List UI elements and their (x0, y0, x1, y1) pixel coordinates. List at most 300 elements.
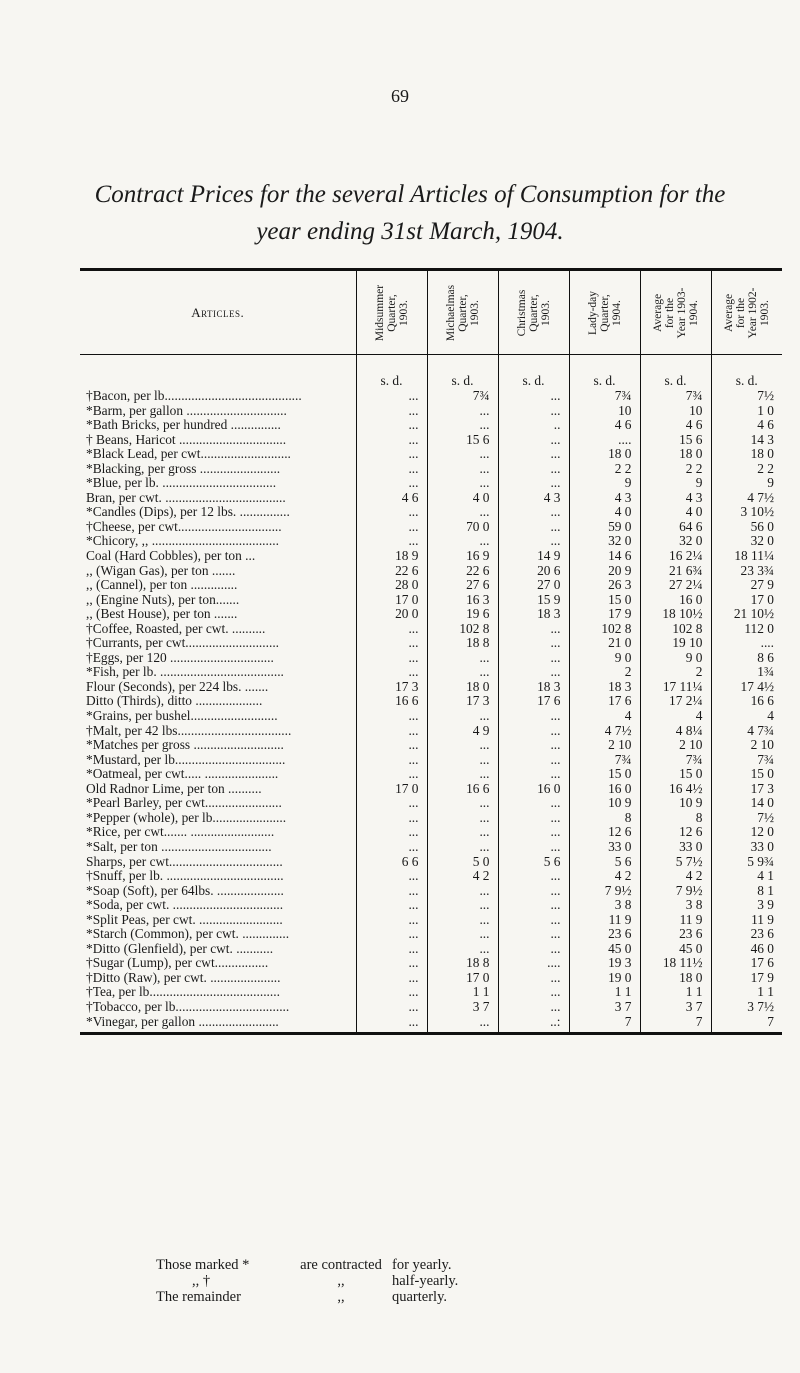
article-name: †Eggs, per 120 ............................... (86, 650, 274, 665)
price-cell: 10 (640, 404, 711, 419)
price-cell: ... (498, 767, 569, 782)
price-cell: 18 11¼ (711, 549, 782, 564)
price-cell: 1 0 (711, 404, 782, 419)
header-row (80, 271, 782, 355)
period-header (427, 271, 498, 355)
price-cell: 8 6 (711, 651, 782, 666)
price-cell: 7¾ (569, 753, 640, 768)
price-cell: ... (356, 476, 427, 491)
table-row (80, 491, 782, 506)
price-cell: 2 (640, 665, 711, 680)
article-name: †Sugar (Lump), per cwt................ (86, 956, 269, 971)
article-name: *Ditto (Glenfield), per cwt. ........... (86, 941, 274, 956)
price-cell: 16 0 (569, 782, 640, 797)
table-row (80, 462, 782, 477)
article-name: †Snuff, per lb. ................................... (86, 869, 284, 884)
price-cell: 19 10 (640, 636, 711, 651)
price-cell: 7¾ (427, 389, 498, 404)
price-cell: 7½ (711, 811, 782, 826)
table-row (80, 942, 782, 957)
article-name: Sharps, per cwt.................................. (86, 854, 283, 869)
price-cell: 18 0 (569, 447, 640, 462)
price-cell: 4 1 (711, 869, 782, 884)
table-row (80, 564, 782, 579)
table-body (80, 355, 782, 1033)
article-name: *Split Peas, per cwt. ......................... (86, 912, 283, 927)
price-cell: ... (427, 447, 498, 462)
price-cell: 18 8 (427, 956, 498, 971)
price-cell: ... (427, 665, 498, 680)
price-cell: ... (356, 738, 427, 753)
article-name: †Coffee, Roasted, per cwt. .......... (86, 621, 266, 636)
price-cell: 2 2 (640, 462, 711, 477)
price-cell: ... (498, 985, 569, 1000)
price-cell: 15 0 (640, 767, 711, 782)
price-cell: 17 4½ (711, 680, 782, 695)
table-row (80, 651, 782, 666)
price-cell: 12 6 (640, 825, 711, 840)
footnote-right: quarterly. (392, 1289, 448, 1305)
price-cell: ... (356, 825, 427, 840)
price-cell: ... (498, 796, 569, 811)
price-cell: 15 9 (498, 593, 569, 608)
article-name: *Soap (Soft), per 64lbs. .................... (86, 883, 284, 898)
footnote-middle: are contracted (300, 1257, 382, 1273)
price-cell: 9 (711, 476, 782, 491)
price-cell: 4 2 (427, 869, 498, 884)
table-row (80, 782, 782, 797)
period-header (356, 271, 427, 355)
price-cell: ... (356, 753, 427, 768)
price-cell: 18 0 (711, 447, 782, 462)
price-cell: 17 9 (569, 607, 640, 622)
price-cell: ... (356, 636, 427, 651)
table-row (80, 811, 782, 826)
price-cell: 45 0 (640, 942, 711, 957)
price-cell: 22 6 (427, 564, 498, 579)
price-cell: ... (427, 753, 498, 768)
footnote-line (156, 1273, 458, 1289)
article-name: *Grains, per bushel.......................... (86, 709, 278, 724)
article-name: *Pearl Barley, per cwt....................... (86, 796, 282, 811)
table-row (80, 898, 782, 913)
price-cell: ... (356, 404, 427, 419)
price-cell: 18 0 (640, 447, 711, 462)
period-header (569, 271, 640, 355)
table-row (80, 913, 782, 928)
price-cell: 28 0 (356, 578, 427, 593)
price-cell: 4 0 (640, 505, 711, 520)
price-cell: 5 0 (427, 855, 498, 870)
price-cell: ... (356, 767, 427, 782)
price-cell: ... (356, 389, 427, 404)
table-row (80, 680, 782, 695)
price-cell: ... (427, 651, 498, 666)
table-row (80, 767, 782, 782)
table-row (80, 956, 782, 971)
price-cell: ... (427, 811, 498, 826)
price-cell: ... (427, 796, 498, 811)
price-cell: ... (498, 622, 569, 637)
price-cell: 7 9½ (640, 884, 711, 899)
title-line-2: year ending 31st March, 1904. (256, 218, 564, 245)
price-cell: ... (356, 447, 427, 462)
price-cell: 56 0 (711, 520, 782, 535)
price-cell: 18 0 (640, 971, 711, 986)
price-cell: 19 6 (427, 607, 498, 622)
price-cell: ... (498, 404, 569, 419)
page-title (40, 176, 780, 250)
footnote-middle: ,, (337, 1289, 345, 1305)
unit-row-blank (80, 355, 356, 390)
price-cell: 4 3 (498, 491, 569, 506)
price-cell: 1 1 (640, 985, 711, 1000)
price-cell: 10 9 (569, 796, 640, 811)
price-cell: 4 0 (427, 491, 498, 506)
price-cell: ... (356, 811, 427, 826)
price-cell: 33 0 (711, 840, 782, 855)
price-cell: 4 6 (356, 491, 427, 506)
table-row (80, 724, 782, 739)
price-cell: 27 9 (711, 578, 782, 593)
price-cell: ..: (498, 1015, 569, 1033)
price-cell: ... (427, 476, 498, 491)
article-name: *Salt, per ton ................................. (86, 839, 272, 854)
price-cell: ... (356, 724, 427, 739)
price-cell: ... (356, 418, 427, 433)
price-cell: ... (498, 811, 569, 826)
price-cell: 7¾ (569, 389, 640, 404)
price-cell: 32 0 (569, 534, 640, 549)
price-cell: 17 0 (356, 593, 427, 608)
price-cell: 3 7 (569, 1000, 640, 1015)
price-cell: 14 9 (498, 549, 569, 564)
article-name: ,, (Engine Nuts), per ton....... (86, 592, 240, 607)
price-cell: 1 1 (427, 985, 498, 1000)
period-header-label: Lady-day Quarter, 1904. (586, 290, 623, 335)
price-cell: 16 6 (356, 694, 427, 709)
title-line-1: Contract Prices for the several Articles of Consumption for the (94, 181, 726, 208)
price-cell: 16 9 (427, 549, 498, 564)
table-row (80, 593, 782, 608)
price-cell: 3 8 (569, 898, 640, 913)
price-cell: 102 8 (569, 622, 640, 637)
price-cell: 18 3 (498, 680, 569, 695)
price-cell: 9 0 (569, 651, 640, 666)
footnote-line (156, 1289, 458, 1305)
price-cell: ... (427, 913, 498, 928)
price-cell: 17 9 (711, 971, 782, 986)
price-cell: 4 9 (427, 724, 498, 739)
unit-row (80, 355, 782, 390)
price-cell: ... (498, 942, 569, 957)
price-cell: 4 3 (640, 491, 711, 506)
price-cell: ... (427, 462, 498, 477)
table-row (80, 753, 782, 768)
price-cell: 17 11¼ (640, 680, 711, 695)
price-cell: 2 10 (640, 738, 711, 753)
article-name: *Vinegar, per gallon ........................ (86, 1014, 279, 1029)
table-row (80, 418, 782, 433)
price-cell: 15 6 (427, 433, 498, 448)
article-name: ,, (Wigan Gas), per ton ....... (86, 563, 236, 578)
price-cell: ... (498, 709, 569, 724)
price-cell: ... (498, 389, 569, 404)
price-cell: 3 7 (427, 1000, 498, 1015)
price-cell: 7½ (711, 389, 782, 404)
price-cell: 18 8 (427, 636, 498, 651)
footnote-middle: ,, (337, 1273, 345, 1289)
table-row (80, 694, 782, 709)
article-name: †Bacon, per lb......................................... (86, 389, 302, 403)
price-cell: ... (498, 913, 569, 928)
price-cell: 18 10½ (640, 607, 711, 622)
table-row (80, 404, 782, 419)
price-cell: 8 (640, 811, 711, 826)
period-header (498, 271, 569, 355)
article-name: ,, (Cannel), per ton .............. (86, 578, 238, 593)
contract-prices-table (80, 271, 782, 1032)
table-row (80, 534, 782, 549)
price-cell: 32 0 (711, 534, 782, 549)
price-cell: 33 0 (569, 840, 640, 855)
period-header-label: Michaelmas Quarter, 1903. (444, 284, 481, 341)
price-cell: ... (356, 622, 427, 637)
price-cell: 1 1 (711, 985, 782, 1000)
price-cell: 5 7½ (640, 855, 711, 870)
article-name: *Soda, per cwt. ................................. (86, 898, 284, 913)
price-cell: ... (427, 738, 498, 753)
price-cell: 14 0 (711, 796, 782, 811)
price-cell: 4 0 (569, 505, 640, 520)
price-cell: ... (427, 927, 498, 942)
table-row (80, 985, 782, 1000)
price-cell: 26 3 (569, 578, 640, 593)
table-row (80, 825, 782, 840)
price-cell: ... (356, 869, 427, 884)
article-name: †Cheese, per cwt............................... (86, 519, 282, 534)
price-cell: 102 8 (427, 622, 498, 637)
price-cell: 5 6 (498, 855, 569, 870)
price-cell: 8 (569, 811, 640, 826)
price-cell: 4 8¼ (640, 724, 711, 739)
price-cell: 21 6¾ (640, 564, 711, 579)
article-name: *Barm, per gallon .............................. (86, 403, 287, 418)
price-cell: 46 0 (711, 942, 782, 957)
article-name: †Tobacco, per lb.................................. (86, 999, 290, 1014)
price-cell: 17 3 (356, 680, 427, 695)
price-cell: 45 0 (569, 942, 640, 957)
price-cell: ... (427, 840, 498, 855)
price-cell: 27 6 (427, 578, 498, 593)
price-cell: ... (356, 665, 427, 680)
price-cell: 8 1 (711, 884, 782, 899)
article-name: *Starch (Common), per cwt. .............. (86, 927, 290, 942)
price-cell: ... (427, 1015, 498, 1033)
price-cell: ... (427, 825, 498, 840)
table-row (80, 796, 782, 811)
article-name: *Fish, per lb. ..................................... (86, 665, 284, 680)
price-cell: ... (498, 505, 569, 520)
price-cell: 14 3 (711, 433, 782, 448)
price-cell: 17 3 (711, 782, 782, 797)
price-cell: ... (498, 447, 569, 462)
price-cell: 20 9 (569, 564, 640, 579)
unit-label: s. d. (498, 355, 569, 390)
period-header-label: Average for the Year 1903- 1904. (651, 287, 700, 338)
price-cell: ... (498, 520, 569, 535)
price-cell: ... (356, 927, 427, 942)
table-row (80, 447, 782, 462)
table-row (80, 709, 782, 724)
price-cell: ... (356, 505, 427, 520)
price-cell: 23 6 (640, 927, 711, 942)
price-cell: ... (498, 534, 569, 549)
unit-label: s. d. (711, 355, 782, 390)
article-name: † Beans, Haricot ................................ (86, 432, 287, 447)
price-cell: .... (498, 956, 569, 971)
unit-label: s. d. (569, 355, 640, 390)
article-name: *Bath Bricks, per hundred ............... (86, 418, 281, 433)
price-cell: 3 9 (711, 898, 782, 913)
price-cell: 15 0 (711, 767, 782, 782)
price-cell: ... (498, 869, 569, 884)
price-cell: 17 0 (356, 782, 427, 797)
price-cell: 21 0 (569, 636, 640, 651)
price-cell: 11 9 (640, 913, 711, 928)
article-name: *Matches per gross ........................... (86, 738, 284, 753)
price-cell: 16 0 (498, 782, 569, 797)
price-cell: 17 0 (711, 593, 782, 608)
table-row (80, 884, 782, 899)
table-row (80, 389, 782, 404)
footnote-left: ,, † (192, 1273, 211, 1289)
price-cell: 10 9 (640, 796, 711, 811)
price-cell: ... (498, 825, 569, 840)
table-row (80, 971, 782, 986)
price-cell: 3 7½ (711, 1000, 782, 1015)
price-cell: 16 2¼ (640, 549, 711, 564)
table-row (80, 549, 782, 564)
price-cell: ... (356, 796, 427, 811)
price-cell: 7 9½ (569, 884, 640, 899)
price-cell: 59 0 (569, 520, 640, 535)
price-cell: 16 6 (711, 694, 782, 709)
article-name: *Rice, per cwt....... ......................... (86, 825, 275, 840)
period-header-label: Midsummer Quarter, 1903. (373, 284, 410, 341)
article-name: *Candles (Dips), per 12 lbs. ............... (86, 505, 290, 520)
price-cell: 4 (711, 709, 782, 724)
table-row (80, 636, 782, 651)
footnote-line (156, 1257, 458, 1273)
price-cell: ... (427, 418, 498, 433)
price-cell: .. (498, 418, 569, 433)
price-cell: 27 0 (498, 578, 569, 593)
table-row (80, 869, 782, 884)
price-cell: 4 6 (569, 418, 640, 433)
price-cell: 33 0 (640, 840, 711, 855)
price-cell: ... (356, 1000, 427, 1015)
article-name: *Chicory, ,, ...................................... (86, 534, 279, 549)
price-cell: ... (498, 462, 569, 477)
table-row (80, 622, 782, 637)
price-cell: 5 6 (569, 855, 640, 870)
price-cell: ... (356, 534, 427, 549)
article-name: *Blue, per lb. .................................. (86, 476, 277, 491)
price-cell: 16 4½ (640, 782, 711, 797)
price-cell: 19 3 (569, 956, 640, 971)
article-name: *Blacking, per gross ........................ (86, 461, 281, 476)
price-cell: 4 2 (569, 869, 640, 884)
unit-label: s. d. (640, 355, 711, 390)
price-cell: ... (427, 767, 498, 782)
table-row (80, 476, 782, 491)
price-cell: 112 0 (711, 622, 782, 637)
article-name: †Tea, per lb....................................... (86, 985, 280, 1000)
price-cell: 18 3 (569, 680, 640, 695)
article-name: *Pepper (whole), per lb...................... (86, 810, 287, 825)
price-cell: 23 6 (569, 927, 640, 942)
price-cell: ... (427, 505, 498, 520)
article-name: *Black Lead, per cwt........................... (86, 447, 291, 462)
price-cell: 7¾ (640, 389, 711, 404)
footnote-left: The remainder (156, 1289, 241, 1305)
price-cell: 7¾ (640, 753, 711, 768)
price-cell: ... (356, 884, 427, 899)
price-cell: 70 0 (427, 520, 498, 535)
contract-prices-table-frame (80, 268, 782, 1035)
price-cell: 102 8 (640, 622, 711, 637)
price-cell: 1 1 (569, 985, 640, 1000)
price-cell: 9 0 (640, 651, 711, 666)
price-cell: 4 (569, 709, 640, 724)
price-cell: 4 7½ (569, 724, 640, 739)
price-cell: 17 3 (427, 694, 498, 709)
price-cell: 2 (569, 665, 640, 680)
footnote-right: half-yearly. (392, 1273, 459, 1289)
price-cell: 4 (640, 709, 711, 724)
price-cell: 12 0 (711, 825, 782, 840)
price-cell: ... (498, 651, 569, 666)
price-cell: 9 (569, 476, 640, 491)
price-cell: ... (356, 433, 427, 448)
article-name: Bran, per cwt. .................................... (86, 490, 286, 505)
price-cell: ... (498, 753, 569, 768)
price-cell: .... (569, 433, 640, 448)
price-cell: 17 6 (498, 694, 569, 709)
price-cell: 4 7½ (711, 491, 782, 506)
price-cell: ... (498, 884, 569, 899)
article-name: Flour (Seconds), per 224 lbs. ....... (86, 679, 269, 694)
price-cell: 15 0 (569, 767, 640, 782)
price-cell: ... (356, 520, 427, 535)
table-row (80, 578, 782, 593)
price-cell: 4 6 (640, 418, 711, 433)
price-cell: ... (498, 476, 569, 491)
price-cell: 23 3¾ (711, 564, 782, 579)
unit-label: s. d. (427, 355, 498, 390)
price-cell: 4 2 (640, 869, 711, 884)
price-cell: ... (356, 709, 427, 724)
price-cell: 17 0 (427, 971, 498, 986)
price-cell: 11 9 (711, 913, 782, 928)
price-cell: ... (427, 404, 498, 419)
article-name: Ditto (Thirds), ditto .................... (86, 694, 263, 709)
price-cell: 17 6 (711, 956, 782, 971)
price-cell: ... (427, 884, 498, 899)
article-name: Old Radnor Lime, per ton .......... (86, 781, 262, 796)
price-cell: 16 6 (427, 782, 498, 797)
